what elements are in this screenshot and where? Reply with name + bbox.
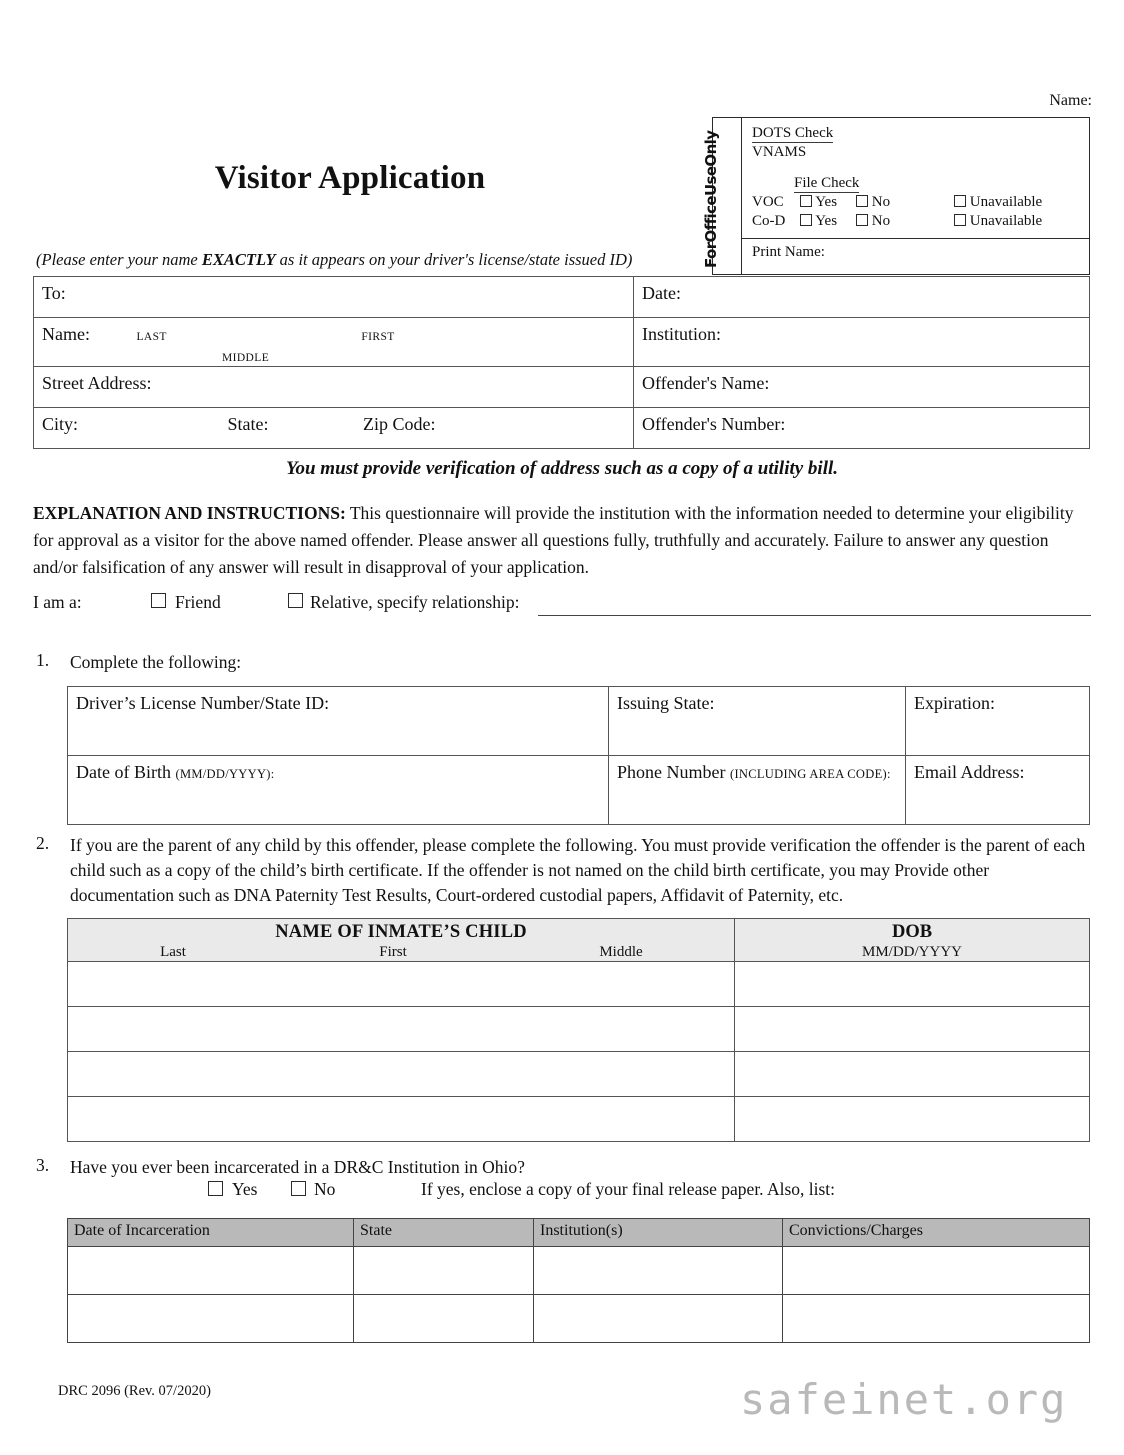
incarceration-table-body [68,1247,1090,1343]
cod-unavailable-checkbox[interactable] [954,214,966,226]
address-verification-notice: You must provide verification of address such as a copy of a utility bill. [285,458,839,479]
applicant-info-table [33,276,1090,449]
cod-no-checkbox[interactable] [856,214,868,226]
top-name-label: Name: [1049,92,1092,109]
to-field[interactable] [34,277,634,318]
office-check-row-cod [752,212,1089,231]
date-of-birth-field[interactable] [68,756,609,825]
i-am-a-label: I am a: [33,592,82,612]
question-3-answer-row [33,1178,1091,1206]
office-check-row-voc [752,193,1089,212]
voc-yes-checkbox[interactable] [800,195,812,207]
name-field[interactable] [34,318,634,367]
page-title: Visitor Application [214,160,486,196]
expiration-field[interactable] [906,687,1090,756]
incarceration-institution-cell[interactable] [534,1295,783,1343]
exact-note-post: as it appears on your driver's license/state issued ID) [275,250,633,269]
institution-field[interactable] [634,318,1090,367]
table-row [34,318,1090,367]
table-row [68,962,1090,1007]
issuing-state-label: Issuing State: [617,693,715,713]
relative-checkbox[interactable] [288,593,303,608]
drivers-license-field[interactable] [68,687,609,756]
incarceration-state-cell[interactable] [354,1247,534,1295]
incarceration-institution-cell[interactable] [534,1247,783,1295]
question-3-text: Have you ever been incarcerated in a DR&C Institution in Ohio? [70,1157,525,1177]
offender-number-label: Offender's Number: [642,414,786,434]
i-am-a-row [33,590,1091,620]
child-dob-cell[interactable] [735,1097,1090,1142]
child-name-cell[interactable] [68,1052,735,1097]
city-label: City: [42,414,79,434]
child-dob-cell[interactable] [735,962,1090,1007]
child-table-body [68,962,1090,1142]
offender-name-field[interactable] [634,367,1090,408]
print-name-label: Print Name: [752,244,825,260]
file-check-heading-wrap [752,175,1089,193]
exact-name-instruction [36,250,716,270]
question-2-number: 2. [36,833,50,853]
date-label: Date: [642,283,681,303]
voc-label: VOC [752,194,784,210]
voc-yes-label: Yes [815,194,838,210]
phone-number-label: Phone Number [617,762,726,782]
table-row [34,408,1090,449]
office-box-content [742,118,1089,274]
cod-label: Co-D [752,213,786,229]
expiration-label: Expiration: [914,693,995,713]
incarcerated-yes-checkbox[interactable] [208,1181,223,1196]
file-check-label: File Check [794,175,860,191]
table-row [68,1007,1090,1052]
voc-no-label: No [871,194,891,210]
drivers-license-label: Driver’s License Number/State ID: [76,693,330,713]
office-box-upper [742,118,1089,238]
street-address-label: Street Address: [42,373,152,393]
incarcerated-yes-label: Yes [232,1179,258,1199]
voc-no-checkbox[interactable] [856,195,868,207]
question-1-text: Complete the following: [70,652,242,672]
exact-note-emphasis: EXACTLY [201,250,276,269]
institution-label: Institution: [642,324,722,344]
exact-note-pre: (Please enter your name [36,250,202,269]
table-row [68,1052,1090,1097]
state-label: State: [227,414,269,434]
child-name-cell[interactable] [68,962,735,1007]
child-dob-cell[interactable] [735,1052,1090,1097]
child-middle-header: Middle [599,944,643,960]
email-address-label: Email Address: [914,762,1025,782]
question-3-incarceration-table [67,1218,1090,1343]
child-dob-cell[interactable] [735,1007,1090,1052]
table-row [68,919,1090,962]
offender-number-field[interactable] [634,408,1090,449]
incarceration-convictions-cell[interactable] [783,1247,1090,1295]
table-row [68,1219,1090,1247]
incarcerated-if-yes-note: If yes, enclose a copy of your final release paper. Also, list: [421,1179,836,1199]
child-name-header-cell [68,919,735,962]
child-last-header: Last [160,944,186,960]
child-dob-header-cell [735,919,1090,962]
phone-number-field[interactable] [609,756,906,825]
table-row [68,1097,1090,1142]
child-name-cell[interactable] [68,1007,735,1052]
incarceration-date-cell[interactable] [68,1295,354,1343]
friend-label: Friend [175,592,221,612]
incarceration-convictions-header: Convictions/Charges [783,1219,1090,1247]
child-name-cell[interactable] [68,1097,735,1142]
incarceration-state-cell[interactable] [354,1295,534,1343]
question-1-number: 1. [36,650,50,670]
question-2-text: If you are the parent of any child by this offender, please complete the following. You must provide verification the offender is the parent of each child such as a copy of the child’s birth certificate. If the offender is not named on the child birth certificate, you may Provide other documentation such as DNA Paternity Test Results, Court-ordered custodial papers, Affidavit of Paternity, etc. [70,835,1086,905]
incarceration-state-header: State [354,1219,534,1247]
table-row [68,687,1090,756]
cod-yes-checkbox[interactable] [800,214,812,226]
cod-no-label: No [871,213,891,229]
issuing-state-field[interactable] [609,687,906,756]
for-office-use-label: ForOfficeUseOnly [702,130,720,268]
for-office-use-box [702,117,1090,275]
cod-yes-label: Yes [815,213,838,229]
incarceration-convictions-cell[interactable] [783,1295,1090,1343]
incarceration-date-cell[interactable] [68,1247,354,1295]
incarcerated-no-label: No [314,1179,336,1199]
zip-code-label: Zip Code: [363,414,436,434]
city-state-zip-field[interactable] [34,408,634,449]
phone-number-note: (INCLUDING AREA CODE): [729,767,891,781]
child-first-header: First [379,944,407,960]
child-table-header [68,919,1090,962]
name-middle-hint: MIDDLE [222,352,270,364]
child-name-subheaders [68,943,734,961]
question-3-number: 3. [36,1155,50,1175]
explanation-and-instructions [33,500,1091,581]
file-check-section [752,175,1089,231]
child-name-header: NAME OF INMATE’S CHILD [275,922,527,942]
relative-label: Relative, specify relationship: [310,592,520,612]
name-label: Name: [42,324,90,344]
dots-check-label: DOTS Check [752,125,834,141]
question-2-child-table [67,918,1090,1142]
date-field[interactable] [634,277,1090,318]
incarcerated-no-checkbox[interactable] [291,1181,306,1196]
vnams-label: VNAMS [752,144,807,160]
street-address-field[interactable] [34,367,634,408]
relationship-input-line[interactable] [538,615,1091,616]
voc-unavailable-label: Unavailable [969,194,1043,210]
to-label: To: [42,283,66,303]
incarceration-table-header [68,1219,1090,1247]
for-office-use-strip [702,118,742,274]
watermark: safeinet.org [740,1375,1068,1424]
table-row [68,1295,1090,1343]
date-of-birth-format: (MM/DD/YYYY): [175,767,275,781]
question-1-table [67,686,1090,825]
friend-checkbox[interactable] [151,593,166,608]
dots-check-row [752,124,1089,143]
voc-unavailable-checkbox[interactable] [954,195,966,207]
name-last-hint: LAST [136,331,167,343]
cod-unavailable-label: Unavailable [969,213,1043,229]
child-dob-format: MM/DD/YYYY [861,944,962,960]
date-of-birth-label: Date of Birth [76,762,171,782]
explanation-body: This questionnaire will provide the institution with the information needed to determine your eligibility for approval as a visitor for the above named offender. Please answer all questions fully, truthfully and accurately. Failure to answer any question and/or falsification of any answer will result in disapproval of your application. [33,503,1074,577]
offender-name-label: Offender's Name: [642,373,770,393]
print-name-field[interactable] [742,238,1089,274]
table-row [34,367,1090,408]
incarceration-institution-header: Institution(s) [534,1219,783,1247]
table-row [68,1247,1090,1295]
table-row [34,277,1090,318]
child-dob-header: DOB [891,922,933,942]
table-row [68,756,1090,825]
incarceration-date-header: Date of Incarceration [68,1219,354,1247]
email-address-field[interactable] [906,756,1090,825]
name-first-hint: FIRST [361,331,395,343]
explanation-heading: EXPLANATION AND INSTRUCTIONS: [33,503,346,523]
form-code: DRC 2096 (Rev. 07/2020) [58,1383,211,1399]
